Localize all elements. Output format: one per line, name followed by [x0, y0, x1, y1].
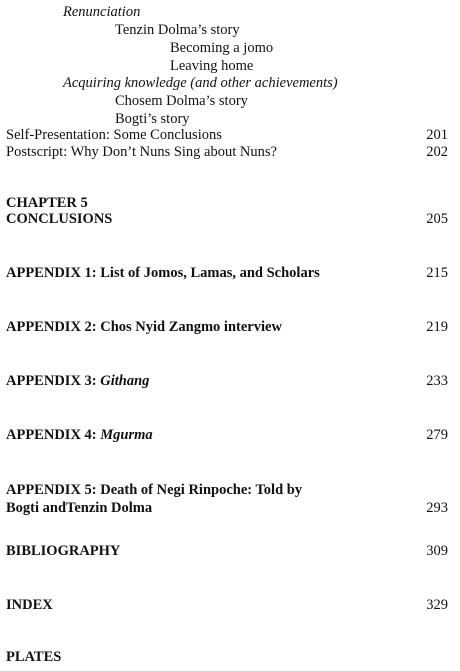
toc-page-appendix2: 219	[426, 319, 448, 335]
toc-entry-bibliography: BIBLIOGRAPHY	[6, 543, 121, 559]
appendix1-label: APPENDIX 1:	[6, 265, 97, 281]
appendix2-title: Chos Nyid Zangmo interview	[100, 319, 282, 335]
toc-page-bibliography: 309	[426, 543, 448, 559]
toc-entry-plates: PLATES	[6, 649, 62, 665]
appendix2-label: APPENDIX 2:	[6, 319, 97, 335]
toc-page-appendix5: 293	[426, 500, 448, 516]
toc-entry-appendix5	[6, 482, 302, 499]
toc-chapter5-label: CHAPTER 5	[6, 195, 88, 211]
toc-subsection-becoming-a-jomo: Becoming a jomo	[170, 40, 274, 56]
toc-page-appendix3: 233	[426, 373, 448, 389]
toc-chapter5-title: CONCLUSIONS	[6, 211, 113, 227]
appendix3-label: APPENDIX 3:	[6, 373, 97, 389]
toc-page-appendix1: 215	[426, 265, 448, 281]
appendix5-title-line1: Death of Negi Rinpoche: Told by	[100, 482, 303, 498]
toc-subsection-chosem-dolma-story: Chosem Dolma’s story	[115, 93, 248, 109]
toc-entry-appendix3	[6, 373, 149, 390]
appendix5-label: APPENDIX 5:	[6, 482, 97, 498]
toc-entry-appendix2	[6, 319, 282, 336]
toc-page-postscript: 202	[426, 144, 448, 160]
toc-entry-postscript: Postscript: Why Don’t Nuns Sing about Nuns?	[6, 144, 277, 160]
toc-subsection-tenzin-dolma-story: Tenzin Dolma’s story	[115, 22, 240, 38]
toc-subsection-bogti-story: Bogti’s story	[115, 111, 190, 127]
toc-entry-appendix4	[6, 427, 153, 444]
toc-page-chapter5: 205	[426, 211, 448, 227]
toc-entry-index: INDEX	[6, 597, 53, 613]
toc-entry-appendix1	[6, 265, 320, 282]
toc-subsection-renunciation: Renunciation	[63, 4, 141, 20]
appendix3-title: Githang	[100, 373, 150, 389]
toc-page-index: 329	[426, 597, 448, 613]
toc-page-self-presentation: 201	[426, 127, 448, 143]
toc-subsection-leaving-home: Leaving home	[170, 58, 254, 74]
appendix1-title: List of Jomos, Lamas, and Scholars	[100, 265, 320, 281]
toc-page-appendix4: 279	[426, 427, 448, 443]
toc-entry-self-presentation: Self-Presentation: Some Conclusions	[6, 127, 222, 143]
toc-subsection-acquiring-knowledge: Acquiring knowledge (and other achievements)	[63, 75, 338, 91]
appendix4-title: Mgurma	[100, 427, 153, 443]
appendix4-label: APPENDIX 4:	[6, 427, 97, 443]
appendix5-title-line2: Bogti andTenzin Dolma	[6, 500, 153, 516]
